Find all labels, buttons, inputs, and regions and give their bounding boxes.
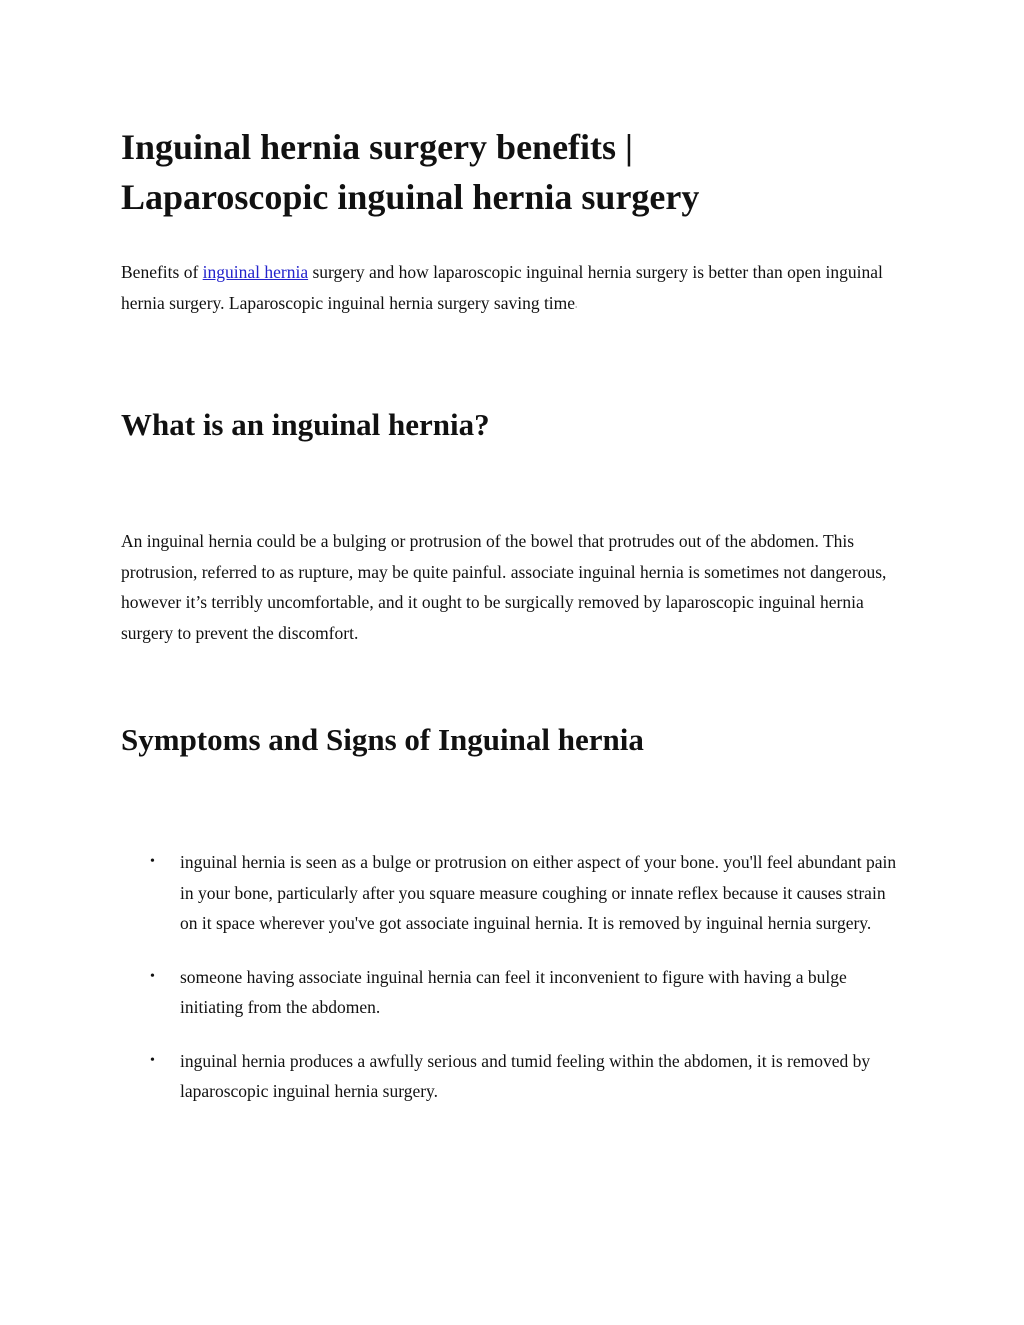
- page-title-line-1: Inguinal hernia surgery benefits |: [121, 127, 633, 167]
- list-item-text: someone having associate inguinal hernia can feel it inconvenient to figure with having a bulge initiating from the abdomen.: [180, 966, 847, 1017]
- intro-suffix: surgery and how laparoscopic inguinal hernia surgery is better than open inguinal hernia surgery. Laparoscopic inguinal hernia surgery saving time: [121, 262, 883, 313]
- list-item-text: inguinal hernia is seen as a bulge or protrusion on either aspect of your bone. you'll feel abundant pain in your bone, particularly after you square measure coughing or innate reflex because it causes strain on it space wherever you've got associate inguinal hernia. It is removed by inguinal hernia surgery.: [180, 852, 897, 933]
- list-item: [121, 847, 901, 939]
- what-is-paragraph: An inguinal hernia could be a bulging or protrusion of the bowel that protrudes out of the abdomen. This protrusion, referred to as rupture, may be quite painful. associate inguinal hernia is sometimes not dangerous, however it’s terribly uncomfortable, and it ought to be surgically removed by laparoscopic inguinal hernia surgery to prevent the discomfort.: [121, 531, 887, 643]
- section-heading-symptoms: Symptoms and Signs of Inguinal hernia: [121, 722, 644, 757]
- list-item: [121, 962, 901, 1023]
- inguinal-hernia-link[interactable]: inguinal hernia: [202, 262, 309, 282]
- bullet-icon: •: [150, 1052, 155, 1068]
- page-title-line-2: Laparoscopic inguinal hernia surgery: [121, 177, 700, 217]
- symptoms-list: [121, 847, 901, 1130]
- bullet-icon: •: [150, 968, 155, 984]
- intro-trailing-mark: .: [575, 300, 578, 310]
- intro-prefix: Benefits of: [121, 262, 203, 282]
- list-item: [121, 1046, 901, 1107]
- page-title: [121, 122, 901, 222]
- section-heading-what-is: What is an inguinal hernia?: [121, 407, 490, 442]
- bullet-icon: •: [150, 854, 155, 869]
- intro-paragraph: [121, 257, 901, 320]
- list-item-text: inguinal hernia produces a awfully serious and tumid feeling within the abdomen, it is removed by laparoscopic inguinal hernia surgery.: [180, 1050, 871, 1101]
